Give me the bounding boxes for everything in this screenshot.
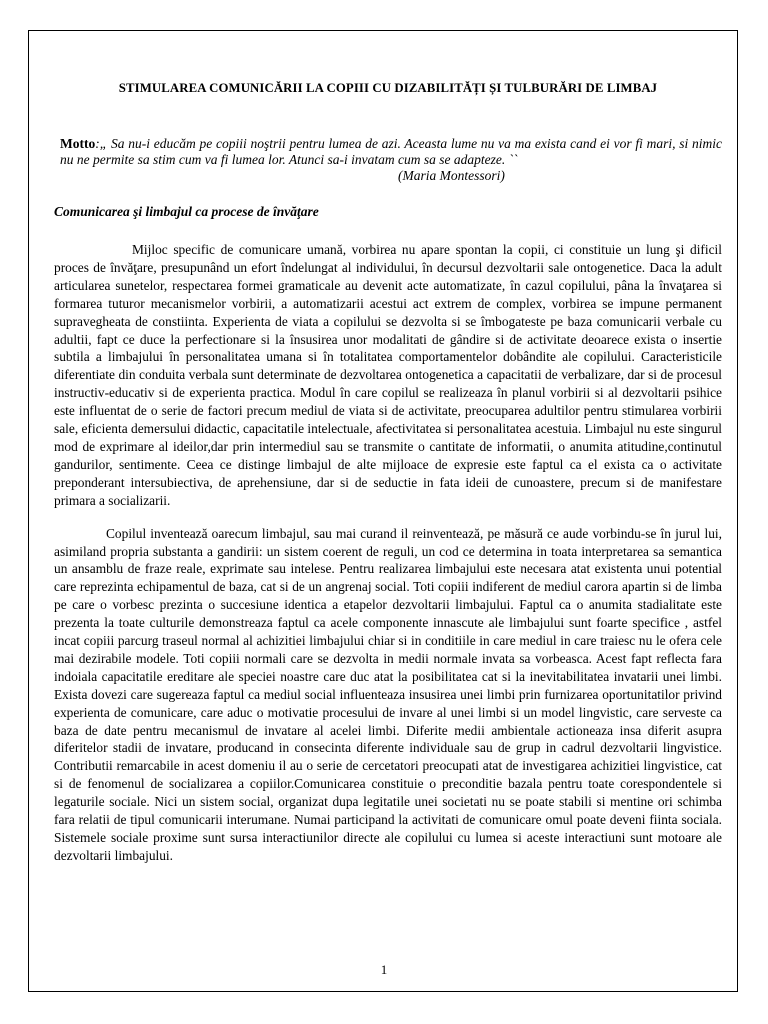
motto-author: (Maria Montessori)	[398, 168, 505, 183]
paragraph-1: Mijloc specific de comunicare umană, vorbirea nu apare spontan la copii, ci constituie un lung şi dificil proces de învăţare, presupunând un efort îndelungat al individului, în decursul dezvoltarii sale ontogenetice. Daca la adult articularea sunetelor, respectarea formei gramaticale au devenit acte automatizate, în cazul copilului, pâna la învaţarea si formarea tuturor mecanismelor vorbirii, a automatizarii acestui act extrem de complex, vorbirea se impune permanent supravegheata de constiinta. Experienta de viata a copilului se dezvolta si se îmbogateste pe baza comunicarii verbale cu adultii, fapt ce duce la perfectionare si la însusirea unor modalitati de gândire si de activitate deoarece exista o insertie subtila a limbajului în personalitatea umana si în totalitatea comportamentelor dobândite ale copilului. Caracteristicile diferentiate din conduita verbala sunt determinate de dezvoltarea ontogenetica a capacitatii de verbalizare, dar si de procesul instructiv-educativ si de experienta practica. Modul în care copilul se realizeaza în planul vorbirii si al dezvoltarii psihice este influentat de o serie de factori precum mediul de viata si de activitate, preocuparea adultilor pentru stimularea vorbirii sale, eficienta demersului didactic, capacitatile intelectuale, afectivitatea si personalitatea acestuia. Limbajul nu este singurul mod de exprimare al ideilor,dar prin intermediul sau se transmite o cantitate de informatii, o anumita atitudine,continutul gandurilor, sentimente. Ceea ce distinge limbajul de alte mijloace de expresie este faptul ca el exista ca o activitate preponderant intersubiectiva, de aprehensiune, dar si de seductie in fata ideii de cunoastere, precum si de manifestare primara a socializarii.	[54, 242, 722, 508]
motto-label: Motto	[60, 136, 96, 151]
document-body	[54, 80, 722, 865]
paragraph-2: Copilul inventează oarecum limbajul, sau mai curand il reinventează, pe măsură ce aude vorbindu-se în jurul lui, asimiland propria substanta a gandirii: un sistem coerent de reguli, un cod ce determina in toata interpretarea sa semantica un ansamblu de fraze reale, exprimate sau intelese. Pentru realizarea limbajului este necesara atat existenta unui potential care reprezinta echipamentul de baza, cat si de un angrenaj social. Toti copiii indiferent de mediul carora apartin si de limba pe care o vorbesc prezinta o succesiune identica a etapelor dezvoltarii limbajului. Faptul ca o anumita stadialitate este prezenta la toate culturile demonstreaza faptul ca acele componente innascute ale limbajului sunt foarte specifice , astfel incat copiii parcurg traseul normal al achizitiei limbajului chiar si in conditiile in care mediul in care traiesc nu le ofera cele mai dezirabile modele. Toti copiii normali care se dezvolta in medii normale invata sa vorbeasca. Acest fapt reflecta fara indoiala capacitatile ereditare ale speciei noastre care duc atat la posibilitatea cat si la inevitabilitatea invatarii unei limbi. Exista dovezi care sugereaza faptul ca mediul social influenteaza insusirea unei limbi prin furnizarea oportunitatilor privind experienta de comunicare, care aduc o motivatie procesului de invare al unei limbi si un model lingvistic, care serveste ca baza de date pentru mecanismul de invatare al acelei limbi. Diferite medii ambientale actioneaza insa diferit asupra diferitelor stadii de invatare, producand in consecinta diferente individuale sau de grup in cadrul dezvoltarii lingvistice. Contributii remarcabile in acest domeniu il au o serie de cercetatori preocupati atat de investigarea achizitiei lingvistice, cat si de fenomenul de socializarea a copiilor.Comunicarea constituie o preconditie bazala pentru toate corespondentele si legaturile sociale. Nici un sistem social, organizat dupa legitatile unei societati nu se poate stabili si mentine ori schimba fara relatii de tipul comunicarii interumane. Numai participand la activitati de comunicare omul poate deveni fiinta sociala. Sistemele sociale proxime sunt sursa interactiunilor directe ale copilului cu lumea si aceste interactiuni sunt motoare ale dezvoltarii limbajului.	[54, 525, 722, 863]
document-title: STIMULAREA COMUNICĂRII LA COPIII CU DIZABILITĂȚI ȘI TULBURĂRI DE LIMBAJ	[118, 81, 658, 95]
page-number: 1	[380, 962, 388, 977]
motto-text: :„ Sa nu-i educăm pe copiii noştrii pentru lumea de azi. Aceasta lume nu va ma exista cand ei vor fi mari, si nimic nu ne permite sa stim cum va fi lumea lor. Atunci sa-i invatam cum sa se adapteze. ``	[60, 136, 722, 167]
section-heading: Comunicarea şi limbajul ca procese de învăţare	[54, 204, 319, 219]
motto	[60, 136, 722, 168]
